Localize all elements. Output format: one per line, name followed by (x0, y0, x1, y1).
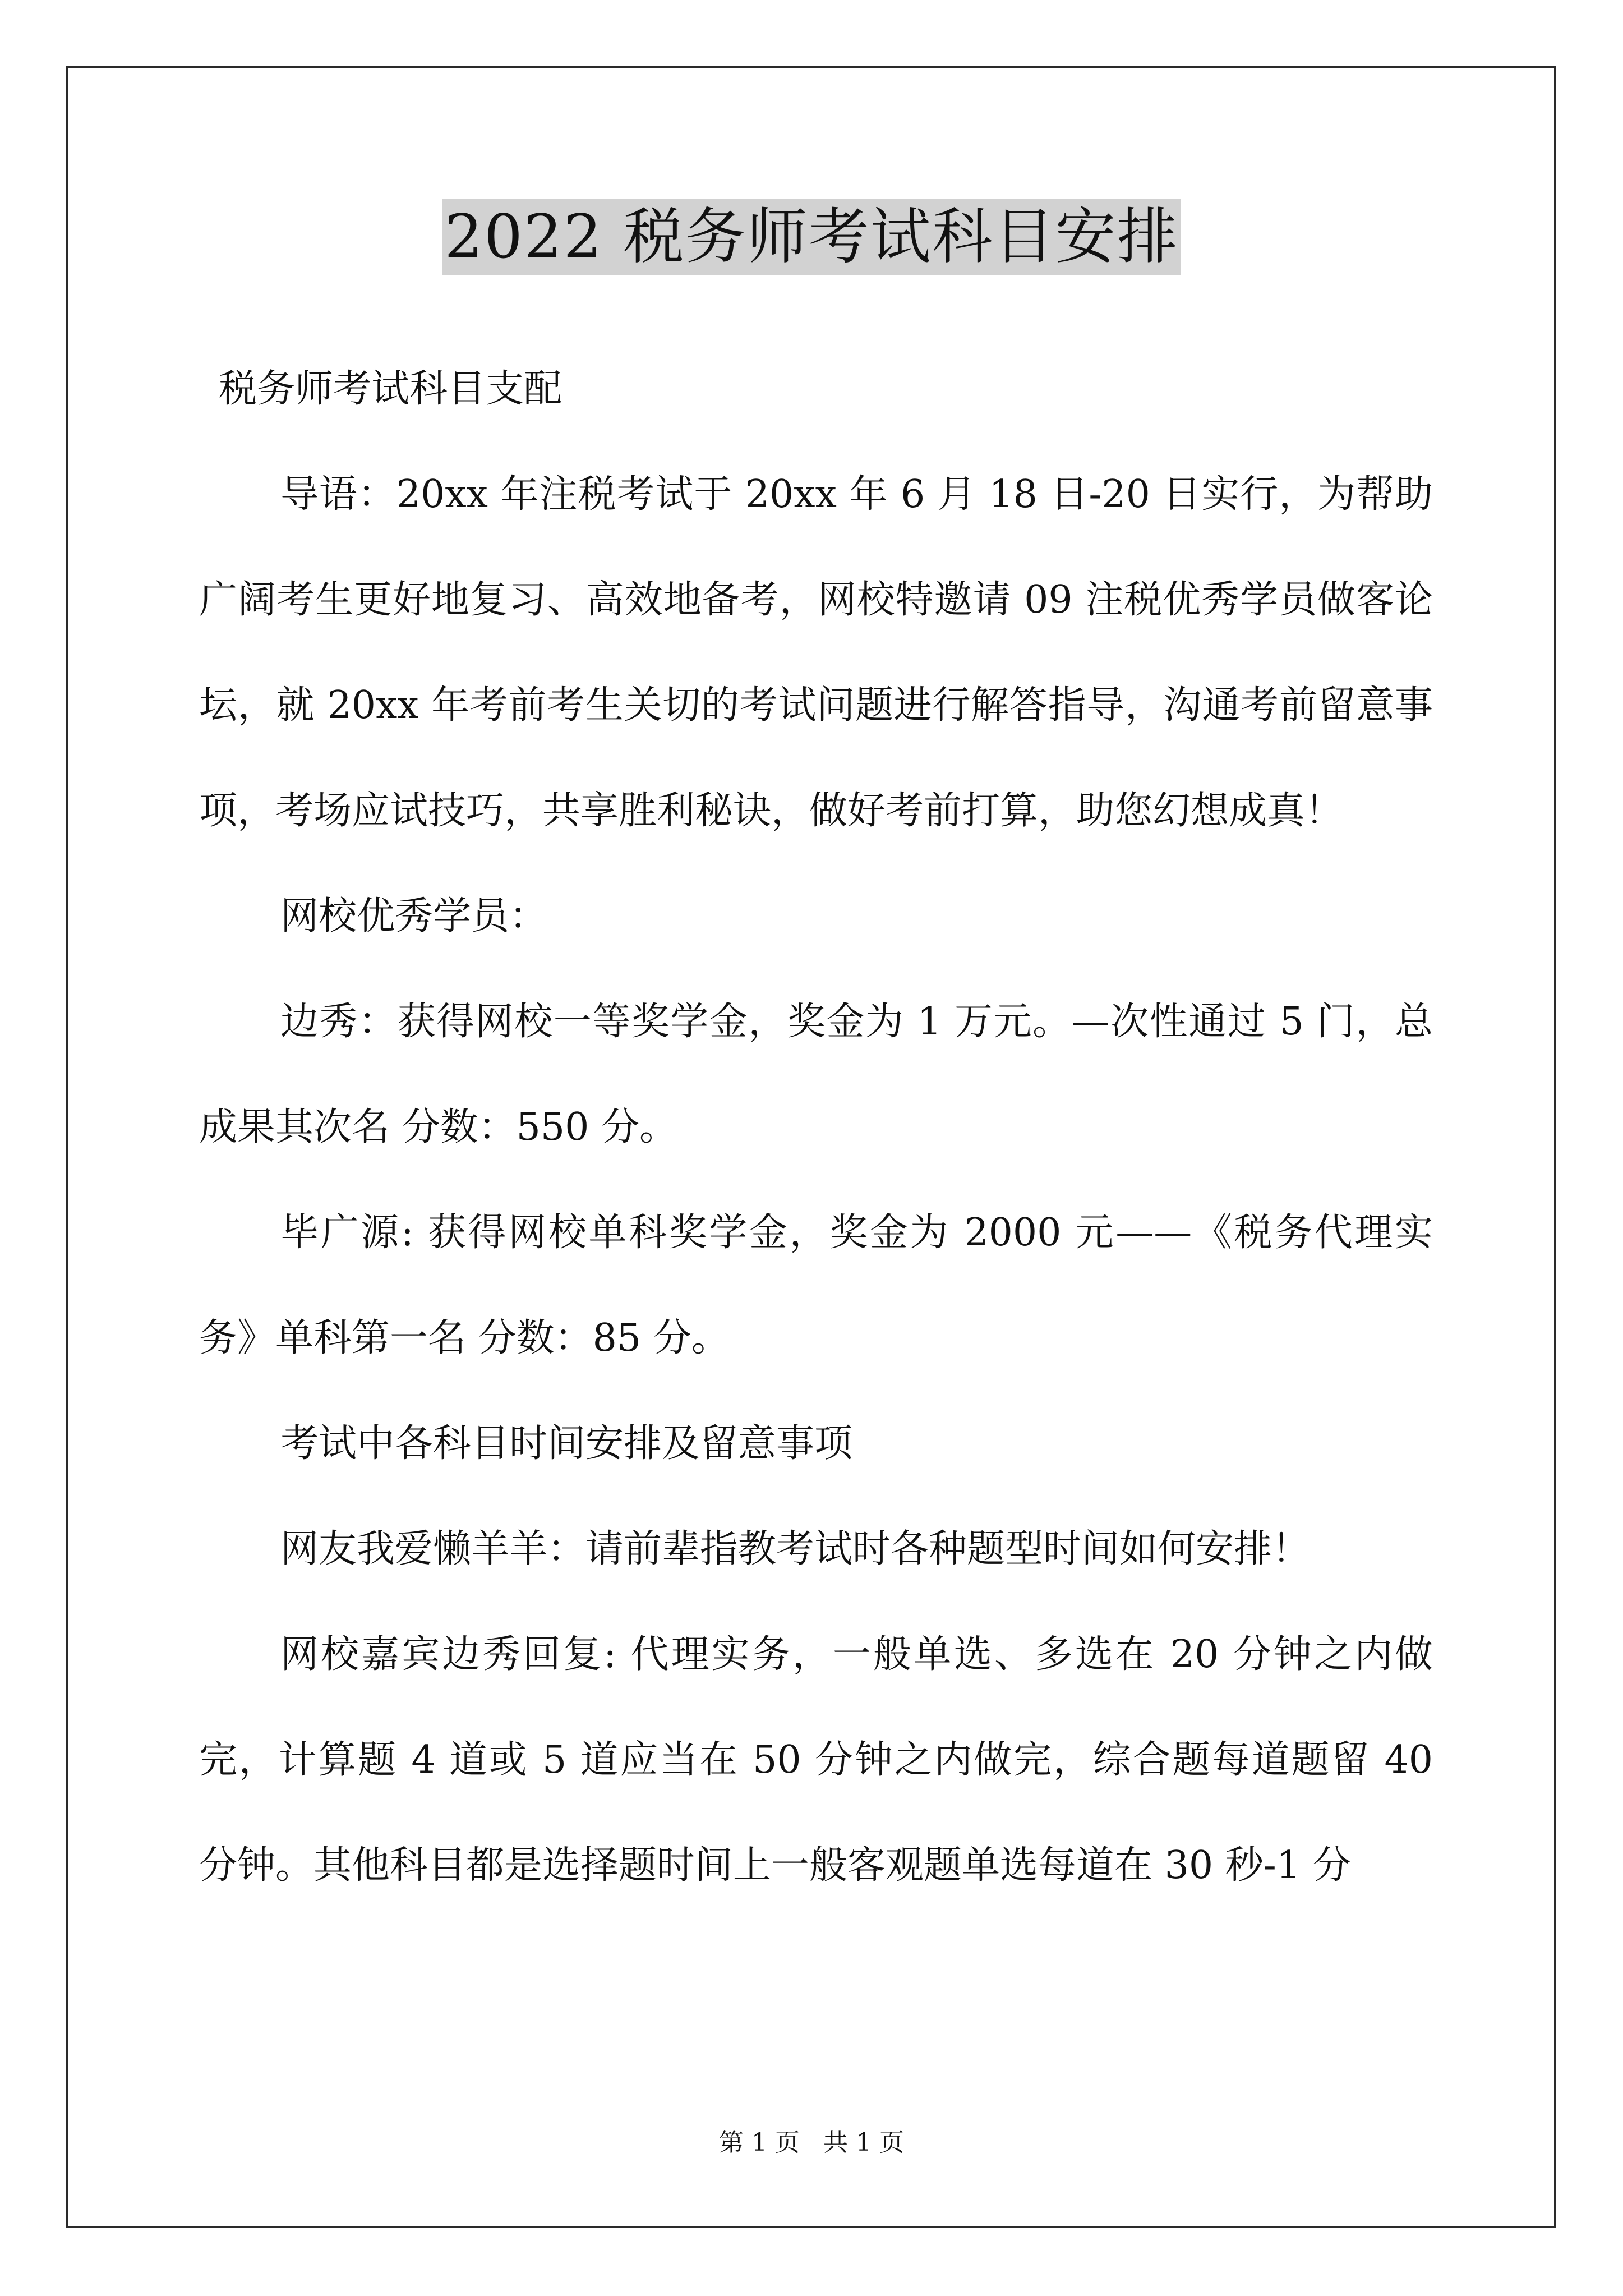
paragraph-student-biguangyuan: 毕广源: 获得网校单科奖学金，奖金为 2000 元——《税务代理实务》单科第一名 分数：85 分。 (199, 1211, 1433, 1360)
paragraph-subtitle: 税务师考试科目支配 (219, 367, 562, 411)
paragraph-intro: 导语：20xx 年注税考试于 20xx 年 6 月 18 日-20 日实行，为帮助广阔考生更好地复习、高效地备考，网校特邀请 09 注税优秀学员做客论坛，就 20xx 年考前考生关切的考试问题进行解答指导，沟通考前留意事项，考场应试技巧，共享胜利秘诀，做好考前打算，助您幻想成真！ (199, 472, 1433, 833)
page-footer: 第 1 页 共 1 页 (719, 2128, 904, 2157)
paragraph-schedule-heading: 考试中各科目时间安排及留意事项 (280, 1421, 853, 1466)
paragraph-students-heading: 网校优秀学员： (280, 894, 548, 938)
title-container (0, 199, 1623, 275)
paragraph-question: 网友我爱懒羊羊：请前辈指教考试时各种题型时间如何安排！ (280, 1527, 1311, 1571)
document-title: 2022 税务师考试科目安排 (442, 199, 1181, 275)
paragraph-student-bianxiu: 边秀：获得网校一等奖学金，奖金为 1 万元。—次性通过 5 门，总成果其次名 分数：550 分。 (199, 1000, 1433, 1149)
paragraph-answer: 网校嘉宾边秀回复: 代理实务，一般单选、多选在 20 分钟之内做完，计算题 4 道或 5 道应当在 50 分钟之内做完，综合题每道题留 40 分钟。其他科目都是选择题时间上一般客观题单选每道在 30 秒-1 分 (199, 1632, 1433, 1888)
document-body (199, 337, 1433, 1918)
